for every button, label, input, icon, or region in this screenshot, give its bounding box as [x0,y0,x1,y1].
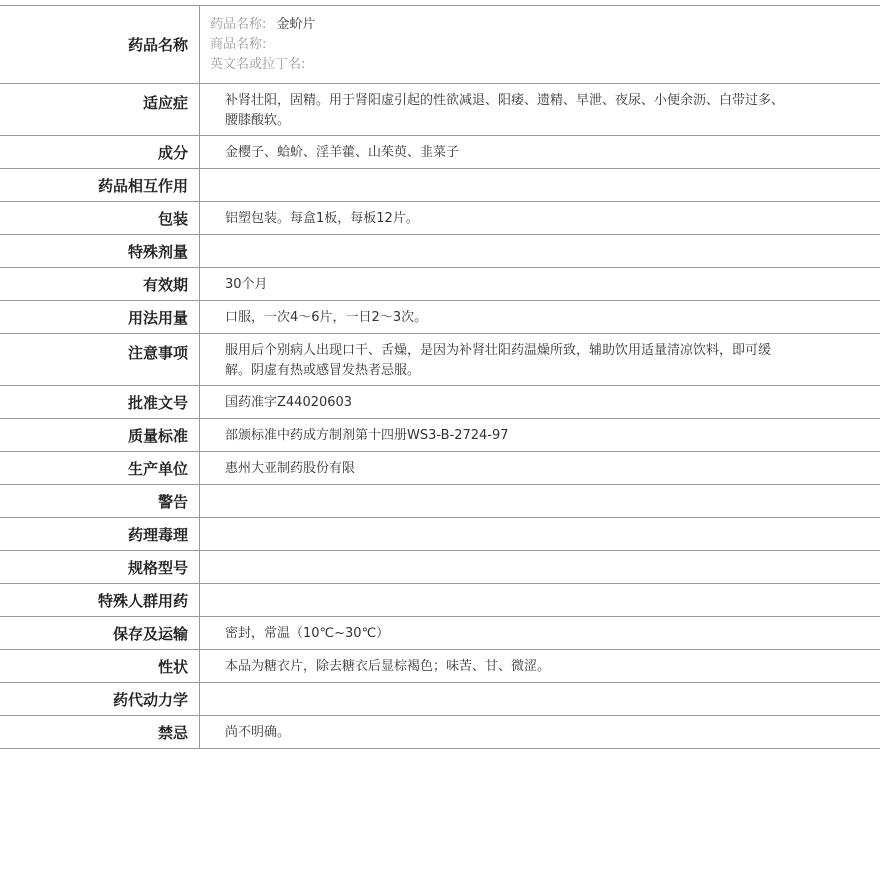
english-name-label: 英文名或拉丁名: [210,57,306,72]
row-value [200,584,880,616]
row-value [200,683,880,715]
generic-name-value: 金蚧片 [276,17,316,32]
row-value: 惠州大亚制药股份有限 [225,461,356,476]
generic-name-label: 药品名称: [210,17,267,32]
row-label: 性状 [0,650,200,682]
table-row-packaging [0,202,880,235]
row-value: 补肾壮阳，固精。用于肾阳虚引起的性欲减退、阳痿、遗精、早泄、夜尿、小便余沥、白带过多、腰膝酸软。 [225,93,785,128]
row-label: 包装 [0,202,200,234]
row-value [200,518,880,550]
row-value: 30个月 [225,277,268,292]
table-row-warning [0,485,880,518]
table-row-approval-number [0,386,880,419]
row-label: 药理毒理 [0,518,200,550]
table-row-contraindications [0,716,880,749]
table-row-quality-standard [0,419,880,452]
row-label: 用法用量 [0,301,200,333]
row-label: 药代动力学 [0,683,200,715]
row-label: 生产单位 [0,452,200,484]
row-label: 适应症 [0,84,200,135]
table-row-precautions [0,334,880,386]
table-row-indications [0,84,880,136]
row-value [200,485,880,517]
table-row-dosage [0,301,880,334]
table-row-drug-name [0,6,880,84]
table-row-pharmacology [0,518,880,551]
table-row-pharmacokinetics [0,683,880,716]
row-label: 有效期 [0,268,200,300]
row-label: 质量标准 [0,419,200,451]
row-value: 金樱子、蛤蚧、淫羊藿、山茱萸、韭菜子 [225,145,460,160]
row-value [200,235,880,267]
row-value: 服用后个别病人出现口干、舌燥，是因为补肾壮阳药温燥所致，辅助饮用适量清凉饮料，即可缓解。阴虚有热或感冒发热者忌服。 [225,343,772,378]
row-label: 成分 [0,136,200,168]
row-label: 注意事项 [0,334,200,385]
row-value: 铝塑包装。每盒1板，每板12片。 [225,211,419,226]
table-row-special-populations [0,584,880,617]
row-label: 药品相互作用 [0,169,200,201]
row-value [200,169,880,201]
drug-name-values [200,6,880,83]
table-row-ingredients [0,136,880,169]
row-value: 部颁标准中药成方制剂第十四册WS3-B-2724-97 [225,428,509,443]
row-label: 特殊剂量 [0,235,200,267]
table-row-special-dosage [0,235,880,268]
row-label: 药品名称 [0,6,200,83]
row-value: 口服，一次4～6片，一日2～3次。 [225,310,428,325]
row-value [200,551,880,583]
table-row-specification [0,551,880,584]
row-label: 规格型号 [0,551,200,583]
table-row-expiry [0,268,880,301]
row-label: 保存及运输 [0,617,200,649]
row-value: 尚不明确。 [225,725,291,740]
table-row-description [0,650,880,683]
table-row-storage [0,617,880,650]
trade-name-label: 商品名称: [210,37,267,52]
drug-info-table [0,5,880,749]
row-value: 国药准字Z44020603 [225,395,353,410]
row-value: 本品为糖衣片，除去糖衣后显棕褐色；味苦、甘、微涩。 [225,659,551,674]
table-row-manufacturer [0,452,880,485]
table-row-interactions [0,169,880,202]
row-value: 密封，常温（10℃~30℃） [225,626,390,641]
generic-name-line [210,15,870,35]
trade-name-line [210,35,870,55]
row-label: 警告 [0,485,200,517]
row-label: 特殊人群用药 [0,584,200,616]
english-name-line [210,55,870,75]
row-label: 禁忌 [0,716,200,748]
row-label: 批准文号 [0,386,200,418]
